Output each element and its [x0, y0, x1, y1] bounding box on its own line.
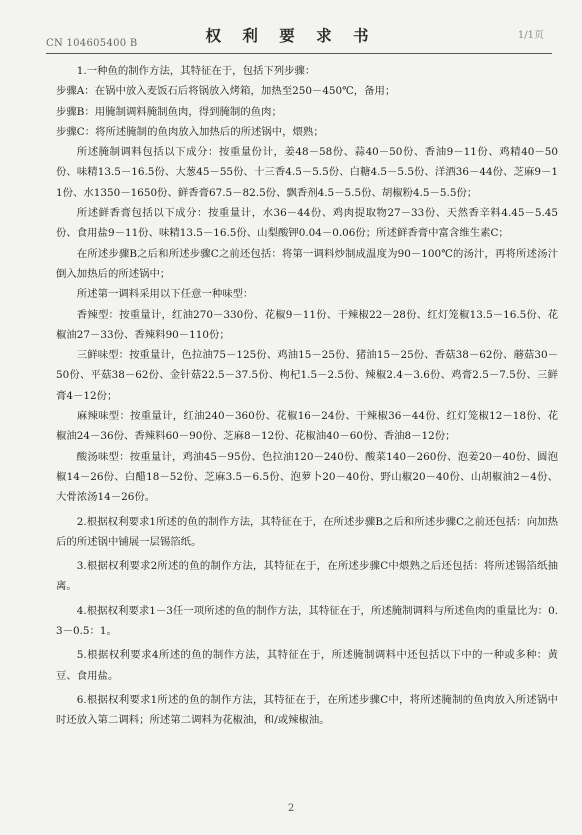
claim-1-mala-flavor: 麻辣味型：按重量计，红油240－360份、花椒16－24份、干辣椒36－44份、红灯笼椒12－18份、花椒油24－36份、香辣料60－90份、芝麻8－12份、花椒油40－60份、香油8－12份； — [56, 410, 558, 443]
claims-body — [56, 61, 558, 731]
publication-number: CN 104605400 B — [46, 38, 138, 49]
claim-1-sour-soup-flavor: 酸汤味型：按重量计，鸡油45－95份、色拉油120－240份、酸菜140－260份、泡姜20－40份、圆泡椒14－26份、白醋18－52份、芝麻3.5－6.5份、泡萝卜20－40份、野山椒20－40份、山胡椒油2－4份、大骨浓汤14－26份。 — [56, 450, 558, 504]
claim-3: 3.根据权利要求2所述的鱼的制作方法，其特征在于，在所述步骤C中煨熟之后还包括：将所述锡箔纸抽离。 — [56, 560, 558, 593]
claim-6: 6.根据权利要求1所述的鱼的制作方法，其特征在于，在所述步骤C中，将所述腌制的鱼肉放入所述锅中时还放入第二调料；所述第二调料为花椒油，和/或辣椒油。 — [56, 693, 558, 727]
claim-1-three-delicacy-flavor: 三鲜味型：按重量计，色拉油75－125份、鸡油15－25份、猪油15－25份、香菇38－62份、蘑菇30－50份、平菇38－62份、金针菇22.5－37.5份、枸杞1.5－2.5份、辣椒2.4－3.6份、鸡膏2.5－7.5份、三鲜膏4－12份； — [56, 349, 558, 402]
header-rule — [46, 53, 552, 54]
document-title: 权 利 要 求 书 — [205, 26, 377, 45]
claim-1-first-seasoning-intro: 所述第一调料采用以下任意一种味型： — [76, 288, 254, 301]
claim-1-step-c: 步骤C：将所述腌制的鱼肉放入加热后的所述锅中，煨熟； — [56, 125, 324, 138]
claim-1-step-b: 步骤B：用腌制调料腌制鱼肉，得到腌制的鱼肉； — [56, 105, 282, 118]
claim-1-marinade-composition: 所述腌制调料包括以下成分：按重量份计，姜48－58份、蒜40－50份、香油9－11份、鸡精40－50份、味精13.5－16.5份、大葱45－55份、十三香4.5－5.5份、白糖4.5－5.5份、洋酒36－44份、芝麻9－11份、水1350－1650份、鲜香膏67.5－82.5份、飘香剂4.5－5.5份、胡椒粉4.5－5.5份； — [56, 146, 558, 199]
page-number: 2 — [287, 803, 295, 814]
claim-1-intro: 1.一种鱼的制作方法，其特征在于，包括下列步骤： — [76, 65, 316, 77]
claim-1-spicy-flavor: 香辣型：按重量计，红油270－330份、花椒9－11份、干辣椒22－28份、红灯笼椒13.5－16.5份、花椒油27－33份、香辣料90－110份； — [56, 308, 558, 341]
claim-1-soup-step: 在所述步骤B之后和所述步骤C之前还包括：将第一调料炒制成温度为90－100℃的汤汁，再将所述汤汁倒入加热后的所述锅中； — [56, 247, 558, 280]
claim-5: 5.根据权利要求4所述的鱼的制作方法，其特征在于，所述腌制调料中还包括以下中的一种或多种：黄豆、食用盐。 — [56, 649, 558, 682]
claim-1-flavor-paste-composition: 所述鲜香膏包括以下成分：按重量计，水36－44份、鸡肉提取物27－33份、天然香辛料4.45－5.45份、食用盐9－11份、味精13.5－16.5份、山梨酸钾0.04－0.06份；所述鲜香膏中富含维生素C； — [56, 207, 558, 240]
claim-4: 4.根据权利要求1－3任一项所述的鱼的制作方法，其特征在于，所述腌制调料与所述鱼肉的重量比为：0.3－0.5：1。 — [56, 604, 558, 638]
claim-2: 2.根据权利要求1所述的鱼的制作方法，其特征在于，在所述步骤B之后和所述步骤C之前还包括：向加热后的所述锅中铺展一层锡箔纸。 — [56, 515, 558, 548]
page-indicator: 1/1页 — [517, 30, 544, 41]
claim-1-step-a: 步骤A：在锅中放入麦饭石后将锅放入烤箱，加热至250－450℃，备用； — [56, 85, 396, 98]
